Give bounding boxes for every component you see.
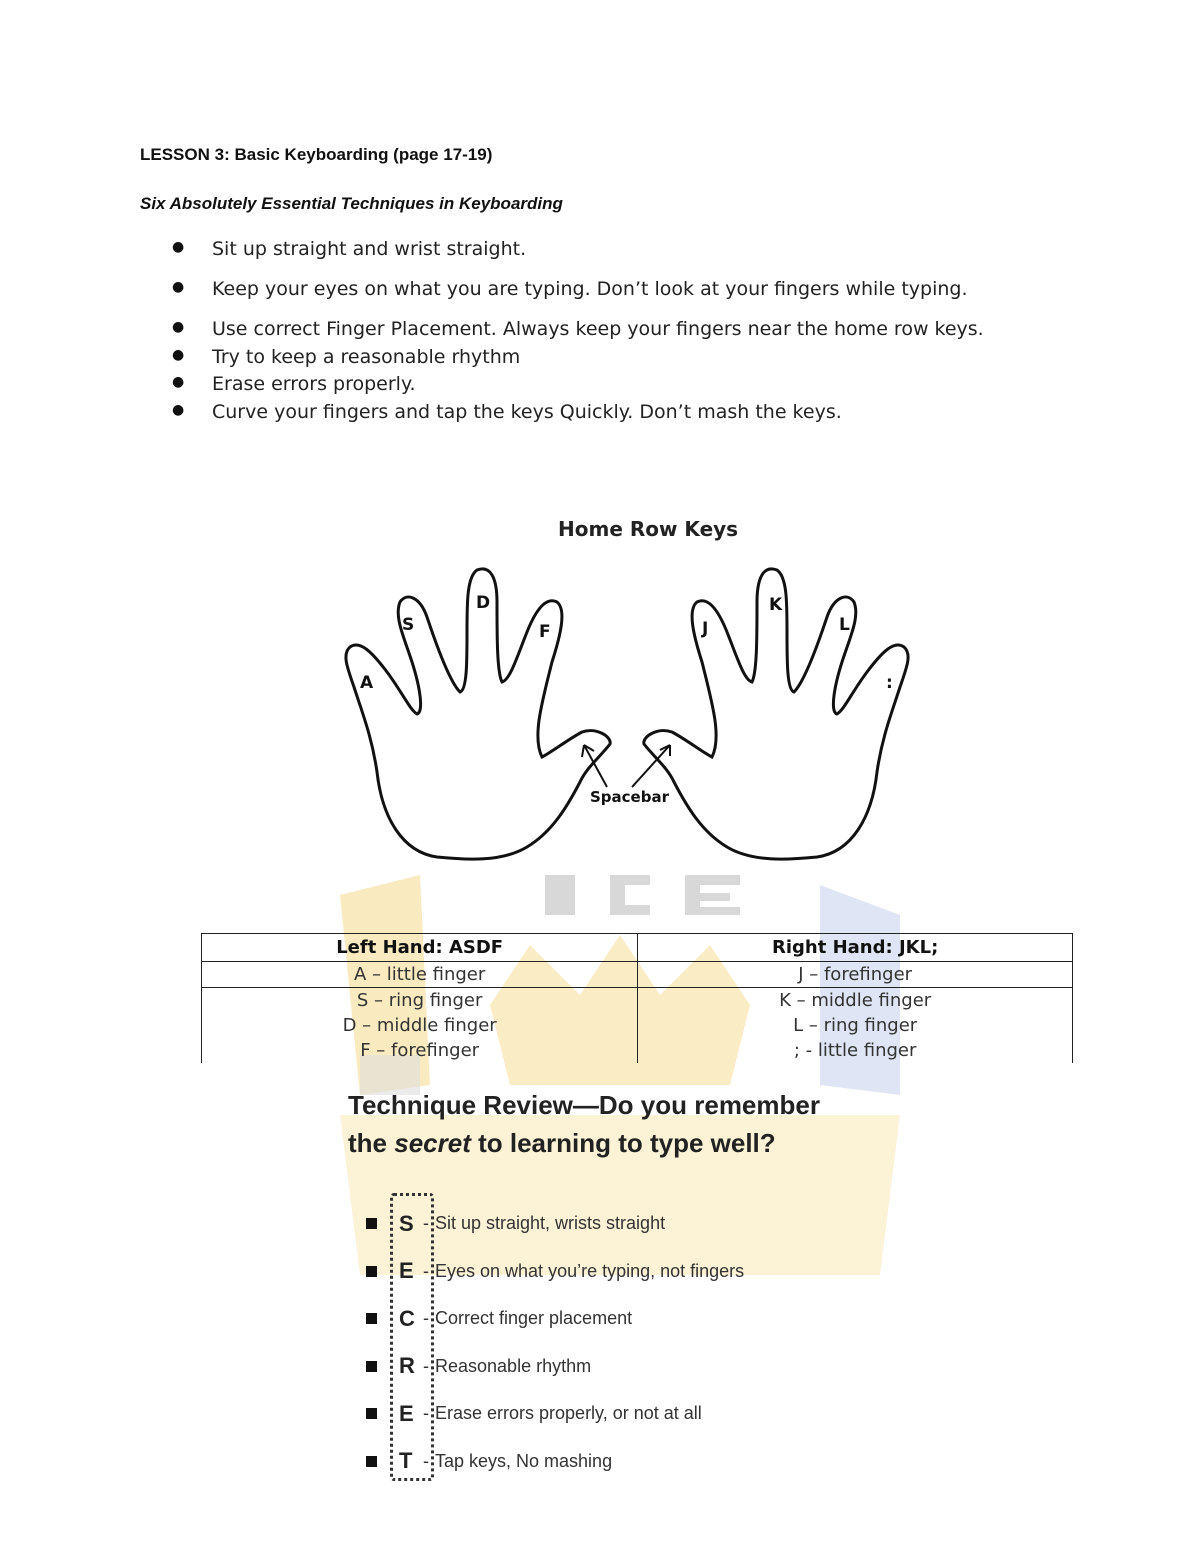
key-label-k: K <box>769 595 783 615</box>
key-label-semicolon: : <box>886 673 893 693</box>
table-cell: ; - little finger <box>638 1038 1073 1063</box>
secret-list <box>366 1200 744 1485</box>
figure-caption: Home Row Keys <box>558 517 739 541</box>
home-row-hands-figure <box>342 562 917 867</box>
secret-letter: S <box>399 1210 414 1236</box>
review-title-secret: secret <box>394 1128 471 1158</box>
table-row <box>202 1013 1073 1038</box>
table-cell: A – little finger <box>202 962 638 988</box>
list-item: E - Erase errors properly, or not at all <box>366 1390 744 1438</box>
list-item: ● Erase errors properly. <box>170 373 984 401</box>
list-item: ● Try to keep a reasonable rhythm <box>170 346 984 374</box>
square-bullet-icon <box>366 1361 377 1372</box>
list-item: C - Correct finger placement <box>366 1295 744 1343</box>
table-cell: D – middle finger <box>202 1013 638 1038</box>
list-item: E - Eyes on what you’re typing, not fingers <box>366 1248 744 1296</box>
table-cell: L – ring finger <box>638 1013 1073 1038</box>
list-item: S - Sit up straight, wrists straight <box>366 1200 744 1248</box>
list-item: ● Keep your eyes on what you are typing. Don’t look at your fingers while typing. <box>170 278 984 318</box>
table-cell: J – forefinger <box>638 962 1073 988</box>
secret-letter: E <box>399 1258 414 1284</box>
secret-letter: E <box>399 1400 414 1426</box>
list-item: T - Tap keys, No mashing <box>366 1438 744 1486</box>
table-header-right: Right Hand: JKL; <box>638 934 1073 962</box>
table-header-left: Left Hand: ASDF <box>202 934 638 962</box>
square-bullet-icon <box>366 1456 377 1467</box>
list-item: ● Curve your fingers and tap the keys Quickly. Don’t mash the keys. <box>170 401 984 429</box>
key-label-s: S <box>402 615 415 635</box>
secret-description: Reasonable rhythm <box>435 1355 592 1376</box>
square-bullet-icon <box>366 1408 377 1419</box>
key-label-l: L <box>839 615 850 635</box>
square-bullet-icon <box>366 1313 377 1324</box>
key-label-d: D <box>476 593 491 613</box>
secret-description: Erase errors properly, or not at all <box>435 1403 702 1424</box>
secret-letter: T <box>399 1448 413 1474</box>
table-cell: F – forefinger <box>202 1038 638 1063</box>
spacebar-label: Spacebar <box>590 788 669 806</box>
secret-description: Eyes on what you’re typing, not fingers <box>435 1260 745 1281</box>
review-title <box>348 1086 820 1162</box>
table-row <box>202 1038 1073 1063</box>
section-title: Six Absolutely Essential Techniques in Keyboarding <box>140 194 563 213</box>
square-bullet-icon <box>366 1218 377 1229</box>
square-bullet-icon <box>366 1266 377 1277</box>
key-label-a: A <box>360 673 374 693</box>
key-label-j: J <box>702 619 709 639</box>
list-item: ● Use correct Finger Placement. Always keep your fingers near the home row keys. <box>170 318 984 346</box>
review-title-line1: Technique Review—Do you remember <box>348 1090 820 1120</box>
secret-description: Tap keys, No mashing <box>435 1450 613 1471</box>
key-label-f: F <box>539 622 551 642</box>
table-cell: K – middle finger <box>638 988 1073 1014</box>
secret-letter: R <box>399 1353 415 1379</box>
review-title-line2: the secret to learning to type well? <box>348 1128 776 1158</box>
secret-letter: C <box>399 1305 415 1331</box>
secret-description: Correct finger placement <box>435 1308 633 1329</box>
list-item: ● Sit up straight and wrist straight. <box>170 238 984 278</box>
secret-description: Sit up straight, wrists straight <box>435 1213 666 1234</box>
list-item: R - Reasonable rhythm <box>366 1343 744 1391</box>
table-row <box>202 962 1073 988</box>
lesson-title: LESSON 3: Basic Keyboarding (page 17-19) <box>140 145 493 164</box>
table-row <box>202 988 1073 1014</box>
finger-table <box>201 933 1073 1063</box>
technique-list <box>170 238 984 428</box>
table-cell: S – ring finger <box>202 988 638 1014</box>
